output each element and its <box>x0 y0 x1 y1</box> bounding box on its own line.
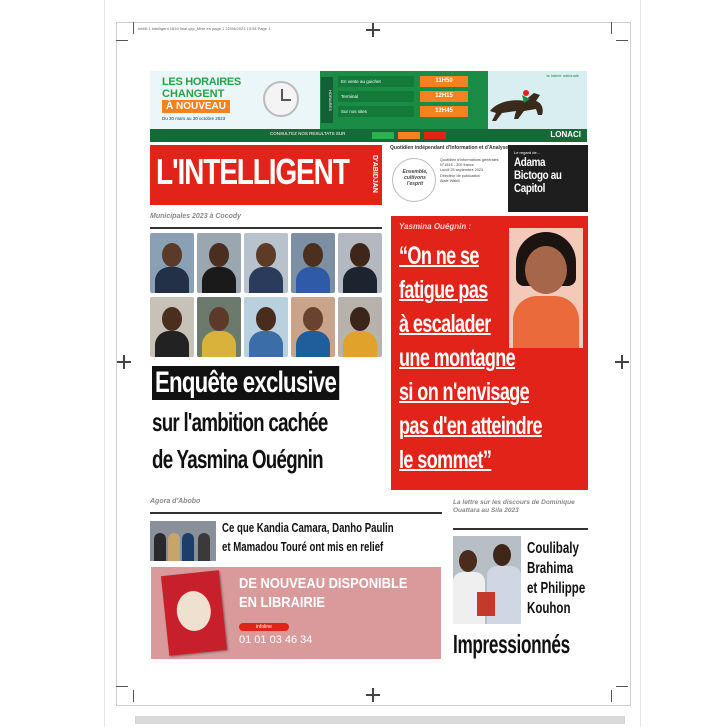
portrait-photo <box>244 233 288 293</box>
portrait-photo <box>338 233 382 293</box>
portrait-photo <box>150 297 194 357</box>
promo-pill: infoline <box>239 623 289 631</box>
newspaper-title: L'INTELLIGENT <box>156 151 349 192</box>
ad-bottom-text: CONSULTEZ NOS RESULTATS SUR <box>270 131 346 136</box>
issue-seal <box>392 158 436 202</box>
lonaci-ad-banner <box>150 71 587 142</box>
lonaci-logo: LONACI <box>550 130 581 139</box>
sila-kicker: La lettre sur les discours de Dominique Ouattara au Sila 2023 <box>453 499 575 514</box>
book-promo <box>151 567 441 659</box>
ad-row-label: En vente au guichet <box>338 76 414 87</box>
registration-mark <box>366 23 380 37</box>
ad-row-label: Sur nos sites <box>338 106 414 117</box>
ad-row-label: Terminal <box>338 91 414 102</box>
ad-row-value: 11H50 <box>420 76 468 87</box>
teaser-box <box>508 145 588 212</box>
registration-mark <box>117 355 131 369</box>
quote-line: si on n'envisage <box>399 378 530 406</box>
ad-line-2: CHANGENT <box>162 88 225 100</box>
agora-headline-1: Ce que Kandia Camara, Danho Paulin <box>222 520 394 535</box>
viewer-edge-left <box>104 0 105 727</box>
crop-mark <box>116 686 128 687</box>
portrait-photo <box>291 297 335 357</box>
quote-line: une montagne <box>399 344 516 372</box>
ad-dates: Du 30 mars au 30 octobre 2023 <box>162 116 226 121</box>
ad-row-value: 12H45 <box>420 106 468 117</box>
portrait-photo <box>244 297 288 357</box>
registration-mark <box>615 355 629 369</box>
book-cover <box>161 570 227 656</box>
ad-badge <box>398 132 420 139</box>
names-line: Coulibaly <box>527 540 579 557</box>
ad-badge <box>372 132 394 139</box>
promo-line-1: DE NOUVEAU DISPONIBLE <box>239 575 408 592</box>
quote-line: à escalader <box>399 310 491 338</box>
issue-info <box>440 158 504 184</box>
registration-mark <box>366 688 380 702</box>
names-line: Brahima <box>527 560 574 577</box>
crop-mark <box>611 690 612 702</box>
two-men-photo <box>453 536 521 624</box>
main-headline-1: Enquête exclusive <box>152 366 339 400</box>
quote-line: pas d'en atteindre <box>399 412 542 440</box>
ad-row <box>338 91 483 102</box>
issue-line: N°1816 - 300 francs <box>440 163 474 168</box>
newspaper-tagline: Quotidien indépendant d'Information et d'Analyse <box>390 145 509 151</box>
seal-text: Ensemble, cultivons l'esprit <box>402 169 428 187</box>
impressionnes-headline: Impressionnés <box>453 629 570 659</box>
print-slug: Intelli 1 intelligent 1816 final.qxp_Mise en page 1 22/09/2023 19:54 Page 1 <box>138 26 271 31</box>
ad-bottom-bar <box>150 129 587 142</box>
names-line: Kouhon <box>527 600 571 617</box>
issue-line: Quotidien d'informations générales <box>440 158 499 162</box>
quote-line: “On ne se <box>399 242 479 270</box>
agora-kicker: Agora d'Abobo <box>150 498 201 505</box>
quote-line: fatigue pas <box>399 276 488 304</box>
interview-kicker: Yasmina Ouégnin : <box>399 222 472 231</box>
portrait-photo <box>150 233 194 293</box>
main-headline-2: sur l'ambition cachée <box>152 407 328 437</box>
agora-headline-2: et Mamadou Touré ont mis en relief <box>222 539 384 554</box>
issue-line: Lundi 25 septembre 2023 <box>440 168 484 173</box>
crop-mark <box>116 40 128 41</box>
portrait-photo <box>338 297 382 357</box>
main-kicker: Municipales 2023 à Cocody <box>150 213 242 220</box>
ad-schedule-panel <box>320 71 488 129</box>
ad-badge <box>424 132 446 139</box>
divider <box>150 512 442 514</box>
issue-line: Directeur de publication <box>440 173 480 178</box>
divider <box>150 227 382 229</box>
crop-mark <box>611 22 612 34</box>
crop-mark <box>133 690 134 702</box>
ad-left-panel <box>150 71 320 129</box>
portrait-photo <box>197 233 241 293</box>
ad-line-3: À NOUVEAU <box>162 100 230 113</box>
names-line: et Philippe <box>527 580 586 597</box>
masthead <box>150 145 382 205</box>
ad-row <box>338 106 483 117</box>
teaser-kicker: Le regard de... <box>514 150 541 155</box>
teaser-headline: Adama Bictogo au Capitol <box>514 155 562 195</box>
ad-row-value: 12H15 <box>420 91 468 102</box>
crop-mark <box>616 40 628 41</box>
ad-side-label: HORAIRES <box>321 77 333 123</box>
issue-line: Alafé Wakili <box>440 178 460 183</box>
main-headline-3: de Yasmina Ouégnin <box>152 444 323 474</box>
newspaper-subtitle: D'ABIDJAN <box>371 155 378 193</box>
viewer-edge-right <box>640 0 641 727</box>
horse-racing-icon <box>484 85 554 123</box>
promo-line-2: EN LIBRAIRIE <box>239 594 326 611</box>
page-shadow <box>135 716 625 724</box>
ad-row <box>338 76 483 87</box>
ad-brand: la loterie nationale <box>546 73 579 78</box>
event-photo <box>150 521 216 561</box>
interview-portrait <box>509 228 583 348</box>
divider <box>453 528 588 530</box>
quote-line: le sommet” <box>399 446 492 474</box>
crop-mark <box>616 686 628 687</box>
promo-phone: 01 01 03 46 34 <box>239 634 313 646</box>
portrait-photo <box>291 233 335 293</box>
interview-block <box>391 216 588 490</box>
clock-icon <box>263 81 299 117</box>
ad-line-1: LES HORAIRES <box>162 76 241 88</box>
portrait-grid <box>150 233 382 361</box>
crop-mark <box>133 22 134 34</box>
portrait-photo <box>197 297 241 357</box>
